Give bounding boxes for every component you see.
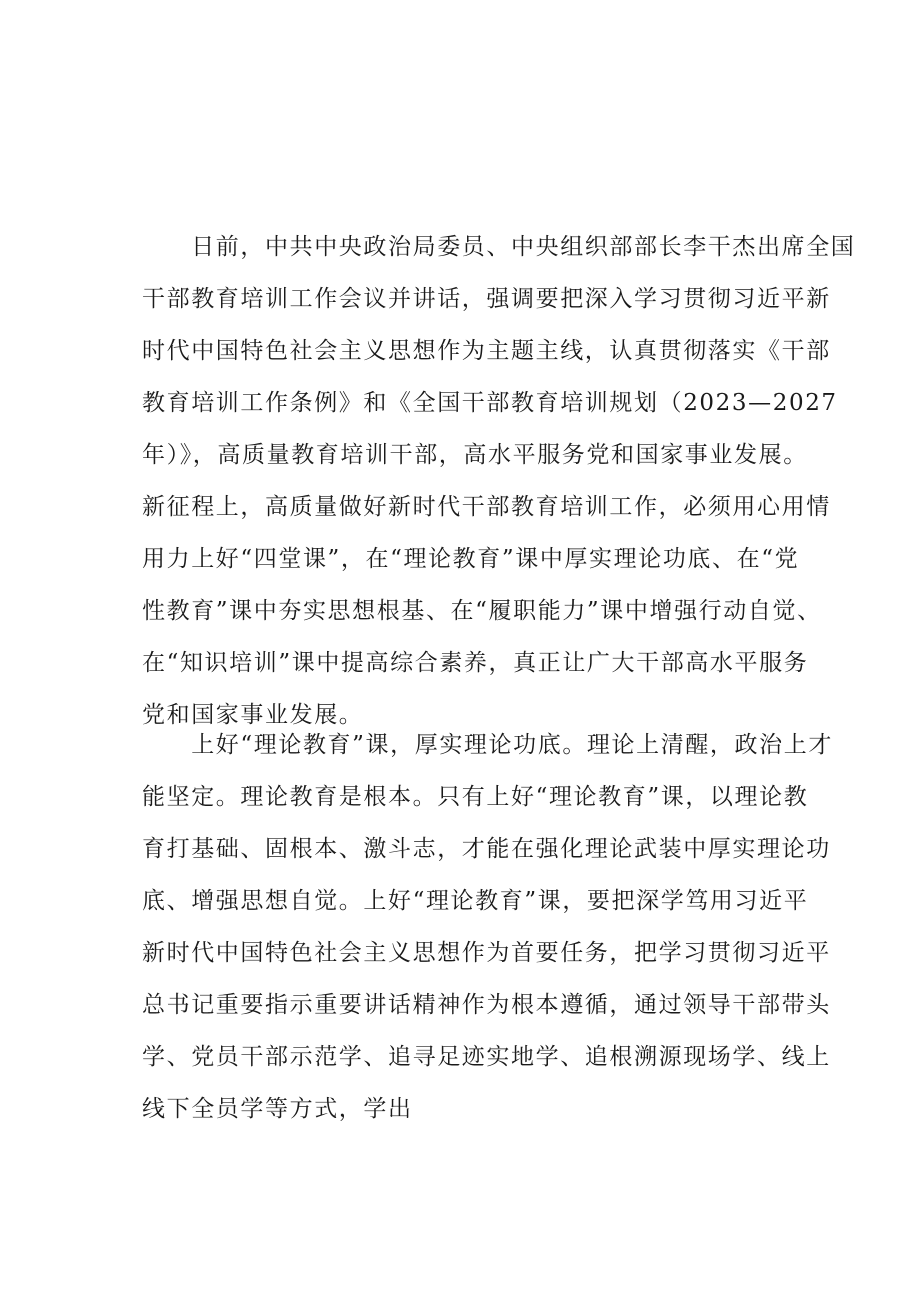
text-line: 底、增强思想自觉。上好“理论教育”课，要把深学笃用习近平: [142, 888, 809, 914]
text-line: 年）》，高质量教育培训干部，高水平服务党和国家事业发展。: [142, 442, 808, 468]
paragraph-1: [142, 221, 856, 741]
text-line: 学、党员干部示范学、追寻足迹实地学、追根溯源现场学、线上: [142, 1044, 831, 1070]
text-line: 在“知识培训”课中提高综合素养，真正让广大干部高水平服务: [142, 650, 809, 676]
text-line: 新征程上，高质量做好新时代干部教育培训工作，必须用心用情: [142, 494, 831, 520]
text-line: 上好“理论教育”课，厚实理论功底。理论上清醒，政治上才: [142, 732, 833, 758]
text-line: 育打基础、固根本、激斗志，才能在强化理论武装中厚实理论功: [142, 836, 831, 862]
text-line: 性教育”课中夯实思想根基、在“履职能力”课中增强行动自觉、: [142, 598, 822, 624]
text-line: 干部教育培训工作会议并讲话，强调要把深入学习贯彻习近平新: [142, 286, 831, 312]
text-line: 教育培训工作条例》和《全国干部教育培训规划（2023—2027: [142, 390, 838, 416]
paragraph-2: [142, 719, 833, 1135]
text-line: 党和国家事业发展。: [142, 702, 364, 728]
text-line: 总书记重要指示重要讲话精神作为根本遵循，通过领导干部带头: [142, 992, 831, 1018]
text-line: 日前，中共中央政治局委员、中央组织部部长李干杰出席全国: [142, 234, 856, 260]
text-line: 新时代中国特色社会主义思想作为首要任务，把学习贯彻习近平: [142, 940, 831, 966]
text-line: 能坚定。理论教育是根本。只有上好“理论教育”课，以理论教: [142, 784, 809, 810]
text-line: 用力上好“四堂课”，在“理论教育”课中厚实理论功底、在“党: [142, 546, 800, 572]
text-line: 线下全员学等方式，学出: [142, 1096, 413, 1122]
text-line: 时代中国特色社会主义思想作为主题主线，认真贯彻落实《干部: [142, 338, 831, 364]
